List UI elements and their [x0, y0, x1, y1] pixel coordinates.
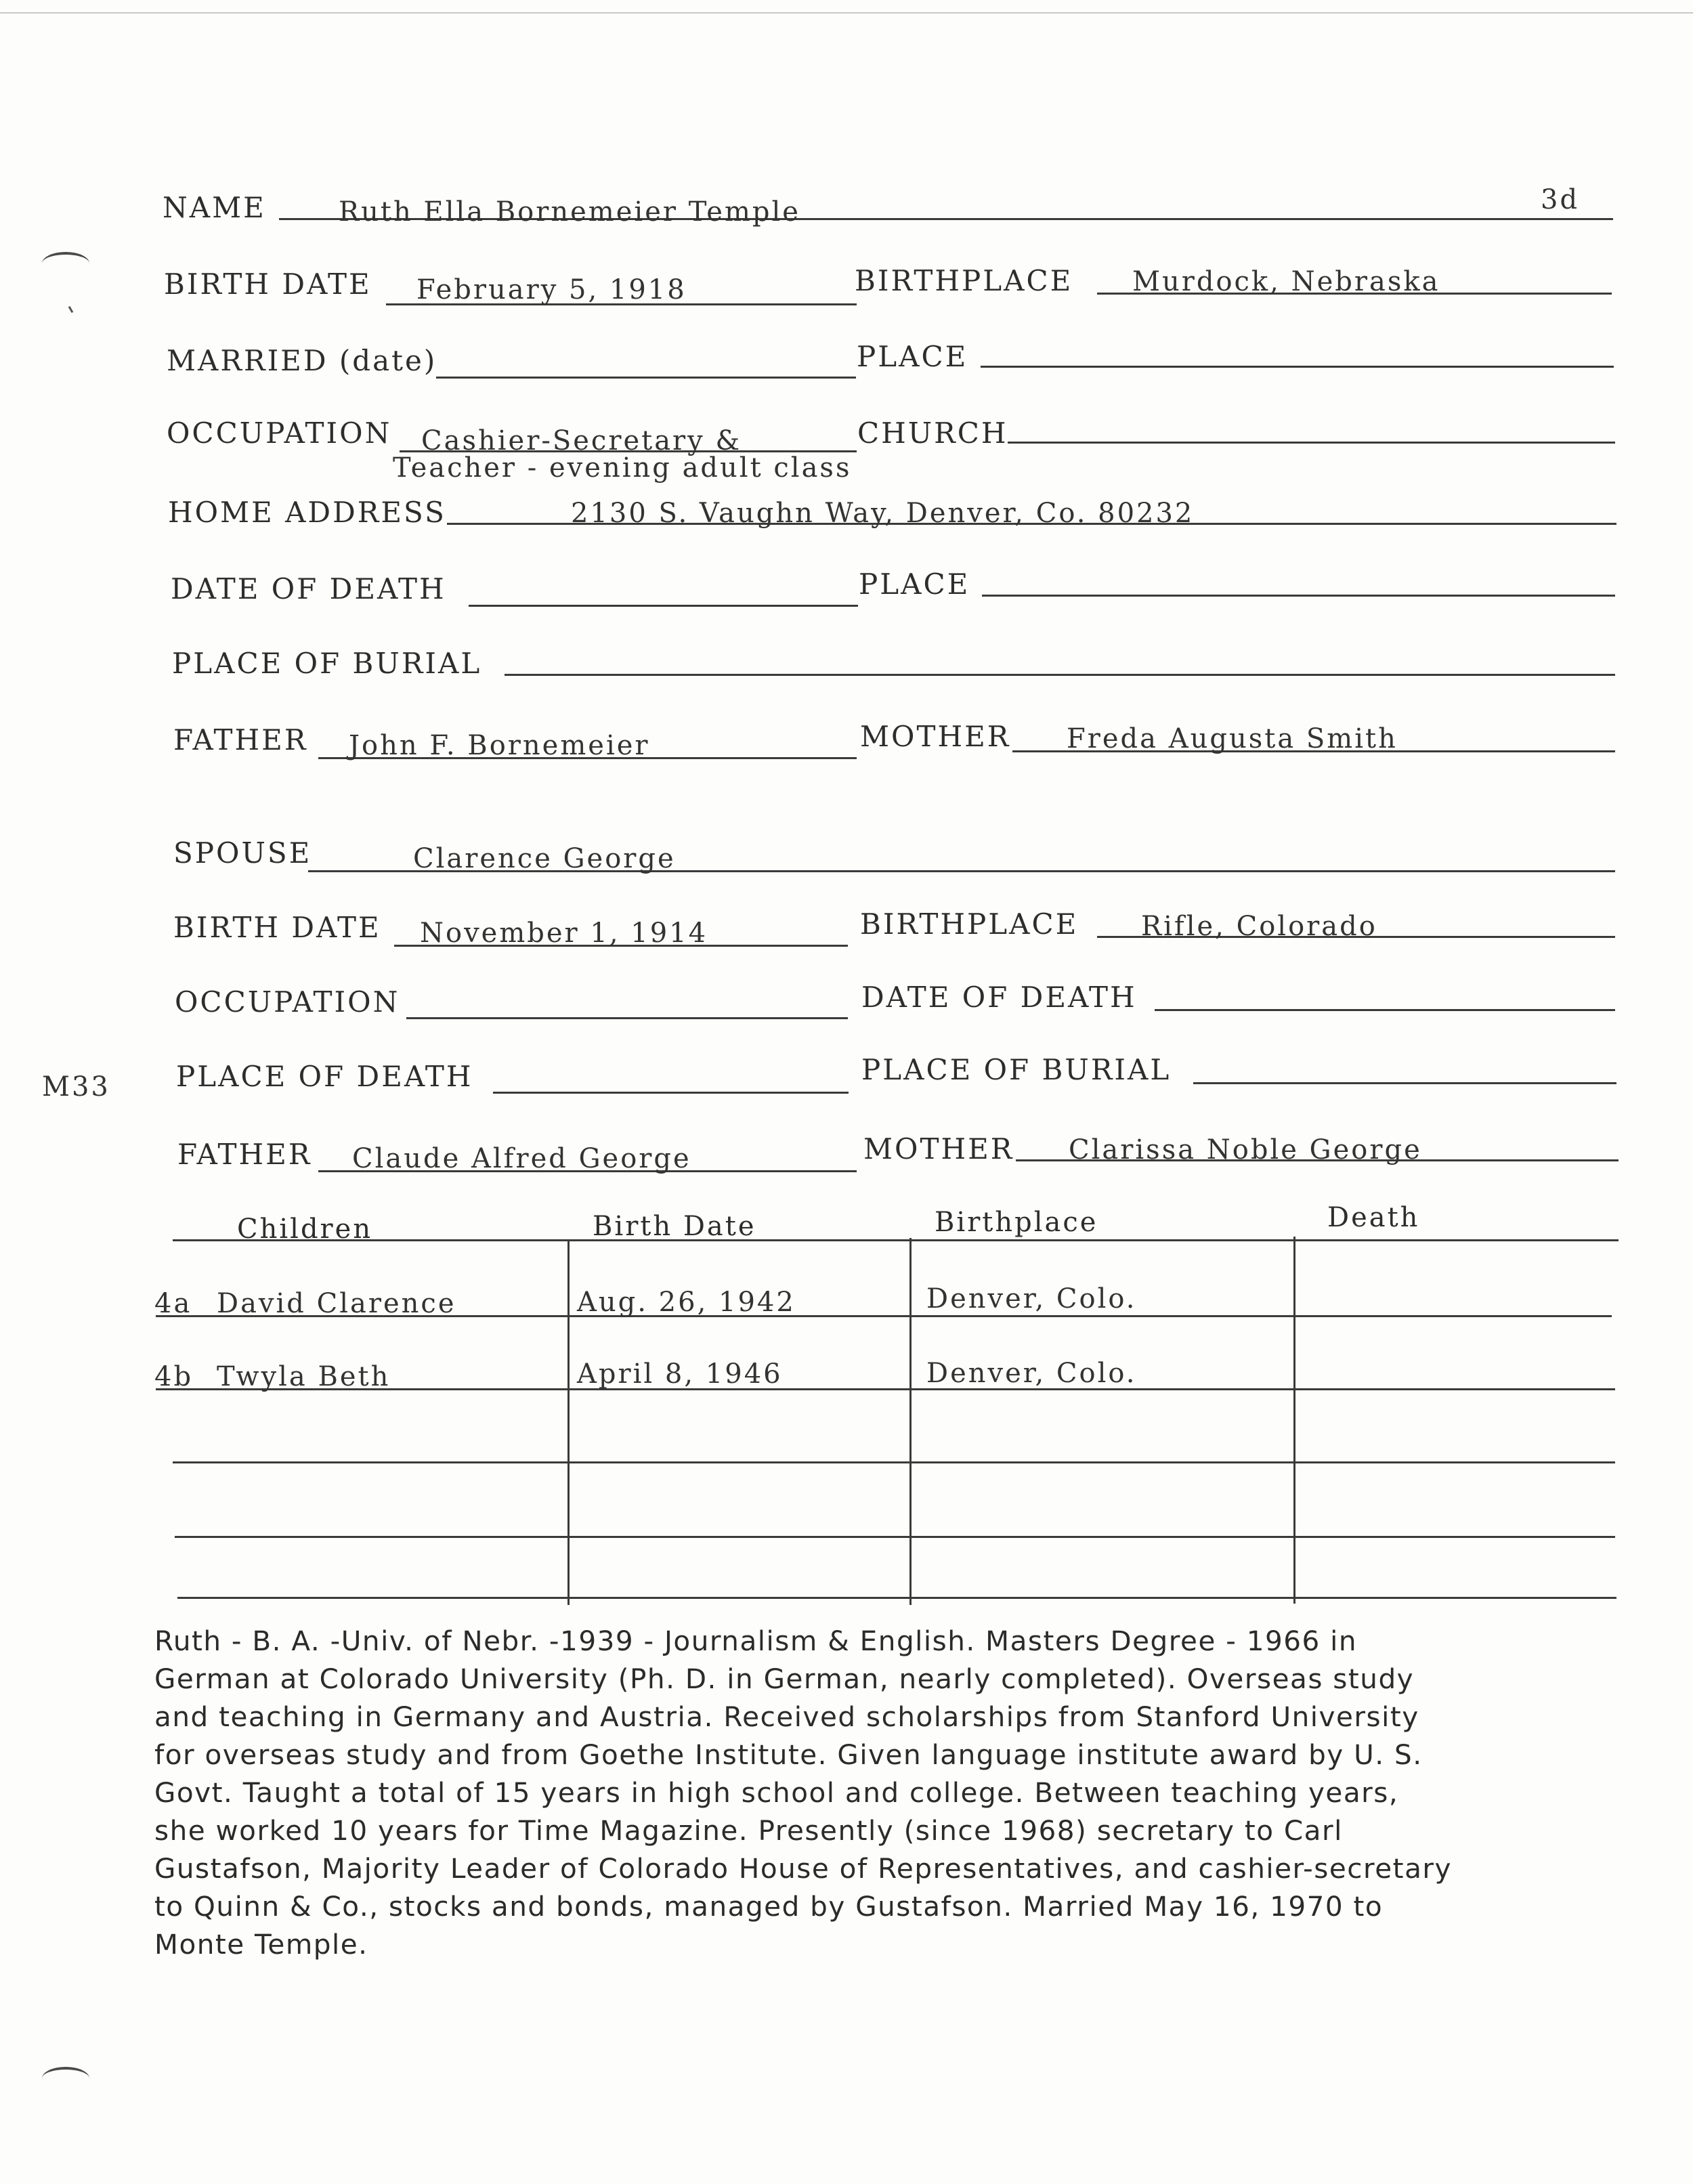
- birth-date-value: February 5, 1918: [416, 274, 687, 305]
- spouse-mother-value: Clarissa Noble George: [1069, 1134, 1422, 1165]
- occupation-label: OCCUPATION: [167, 416, 392, 450]
- child-birthplace: Denver, Colo.: [926, 1283, 1137, 1314]
- biographical-notes: [154, 1622, 1671, 1963]
- mother-label: MOTHER: [860, 720, 1011, 753]
- spouse-birth-date-value: November 1, 1914: [420, 918, 708, 949]
- punch-hole-top: [42, 252, 89, 275]
- spouse-date-of-death-label: DATE OF DEATH: [861, 981, 1137, 1014]
- place-of-burial-line: [505, 674, 1615, 676]
- child-birth-date: April 8, 1946: [577, 1358, 783, 1390]
- spouse-father-label: FATHER: [177, 1138, 312, 1171]
- spouse-birthplace-value: Rifle, Colorado: [1141, 911, 1377, 942]
- table-column-divider-2: [909, 1238, 912, 1605]
- married-label: MARRIED (date): [167, 344, 437, 377]
- birth-date-header: Birth Date: [593, 1211, 756, 1242]
- table-column-divider-3: [1293, 1237, 1295, 1604]
- occupation-value-line2: Teacher - evening adult class: [393, 452, 852, 484]
- notes-line: Monte Temple.: [154, 1928, 368, 1961]
- spouse-place-of-burial-line: [1193, 1082, 1616, 1084]
- birthplace-value: Murdock, Nebraska: [1132, 266, 1440, 297]
- child-name: Twyla Beth: [217, 1361, 391, 1392]
- spouse-occupation-line: [406, 1017, 848, 1019]
- notes-line: German at Colorado University (Ph. D. in German, nearly completed). Overseas study: [154, 1663, 1415, 1695]
- birth-date-label: BIRTH DATE: [164, 267, 372, 301]
- name-label: NAME: [163, 191, 266, 224]
- married-place-label: PLACE: [857, 340, 968, 373]
- name-value: Ruth Ella Bornemeier Temple: [339, 196, 800, 228]
- married-place-line: [981, 366, 1614, 368]
- spouse-place-of-burial-label: PLACE OF BURIAL: [861, 1053, 1172, 1086]
- married-date-line: [436, 377, 856, 379]
- date-of-death-line: [469, 605, 858, 607]
- mother-value: Freda Augusta Smith: [1067, 723, 1398, 754]
- church-line: [1008, 442, 1615, 444]
- notes-line: Govt. Taught a total of 15 years in high school and college. Between teaching years,: [154, 1776, 1399, 1809]
- stray-mark: [68, 306, 74, 313]
- table-column-divider-1: [567, 1239, 570, 1605]
- spouse-place-of-death-line: [493, 1092, 849, 1094]
- table-row-line-4: [175, 1536, 1615, 1538]
- page-top-edge: [0, 12, 1693, 14]
- table-header-line: [173, 1239, 1619, 1241]
- notes-line: and teaching in Germany and Austria. Received scholarships from Stanford University: [154, 1700, 1419, 1733]
- notes-line: Gustafson, Majority Leader of Colorado House of Representatives, and cashier-secretary: [154, 1852, 1453, 1885]
- spouse-mother-label: MOTHER: [863, 1132, 1014, 1165]
- notes-line: Ruth - B. A. -Univ. of Nebr. -1939 - Journalism & English. Masters Degree - 1966 in: [154, 1625, 1358, 1657]
- home-address-value: 2130 S. Vaughn Way, Denver, Co. 80232: [571, 498, 1195, 529]
- table-row-line-5: [177, 1597, 1616, 1599]
- spouse-birthplace-label: BIRTHPLACE: [860, 907, 1079, 941]
- spouse-name-value: Clarence George: [413, 843, 676, 874]
- child-code: 4a: [154, 1288, 192, 1319]
- place-of-burial-label: PLACE OF BURIAL: [172, 647, 482, 680]
- punch-hole-bottom: [42, 2067, 89, 2090]
- child-code: 4b: [154, 1361, 194, 1392]
- notes-line: for overseas study and from Goethe Institute. Given language institute award by U. S.: [154, 1738, 1423, 1771]
- table-row-line-3: [173, 1461, 1615, 1463]
- death-place-label: PLACE: [859, 568, 970, 601]
- date-of-death-label: DATE OF DEATH: [171, 572, 446, 605]
- notes-line: she worked 10 years for Time Magazine. Presently (since 1968) secretary to Carl: [154, 1814, 1343, 1847]
- page-reference: 3d: [1541, 184, 1580, 215]
- death-header: Death: [1327, 1202, 1420, 1233]
- spouse-date-of-death-line: [1155, 1009, 1615, 1011]
- home-address-label: HOME ADDRESS: [168, 496, 446, 529]
- occupation-value-line1: Cashier-Secretary &: [421, 425, 742, 456]
- birthplace-header: Birthplace: [935, 1207, 1098, 1238]
- birthplace-label: BIRTHPLACE: [855, 264, 1073, 297]
- spouse-birth-date-label: BIRTH DATE: [173, 911, 381, 944]
- father-value: John F. Bornemeier: [349, 730, 650, 761]
- death-place-line: [982, 595, 1615, 597]
- spouse-place-of-death-label: PLACE OF DEATH: [176, 1060, 473, 1093]
- child-name: David Clarence: [217, 1288, 456, 1319]
- children-header: Children: [237, 1214, 373, 1245]
- child-birth-date: Aug. 26, 1942: [577, 1287, 796, 1318]
- spouse-label: SPOUSE: [173, 836, 312, 870]
- spouse-occupation-label: OCCUPATION: [175, 985, 400, 1019]
- church-label: CHURCH: [857, 416, 1008, 450]
- notes-line: to Quinn & Co., stocks and bonds, managed by Gustafson. Married May 16, 1970 to: [154, 1890, 1384, 1923]
- margin-code: M33: [42, 1071, 110, 1102]
- father-label: FATHER: [173, 723, 308, 756]
- spouse-father-value: Claude Alfred George: [352, 1143, 691, 1174]
- child-birthplace: Denver, Colo.: [926, 1358, 1137, 1389]
